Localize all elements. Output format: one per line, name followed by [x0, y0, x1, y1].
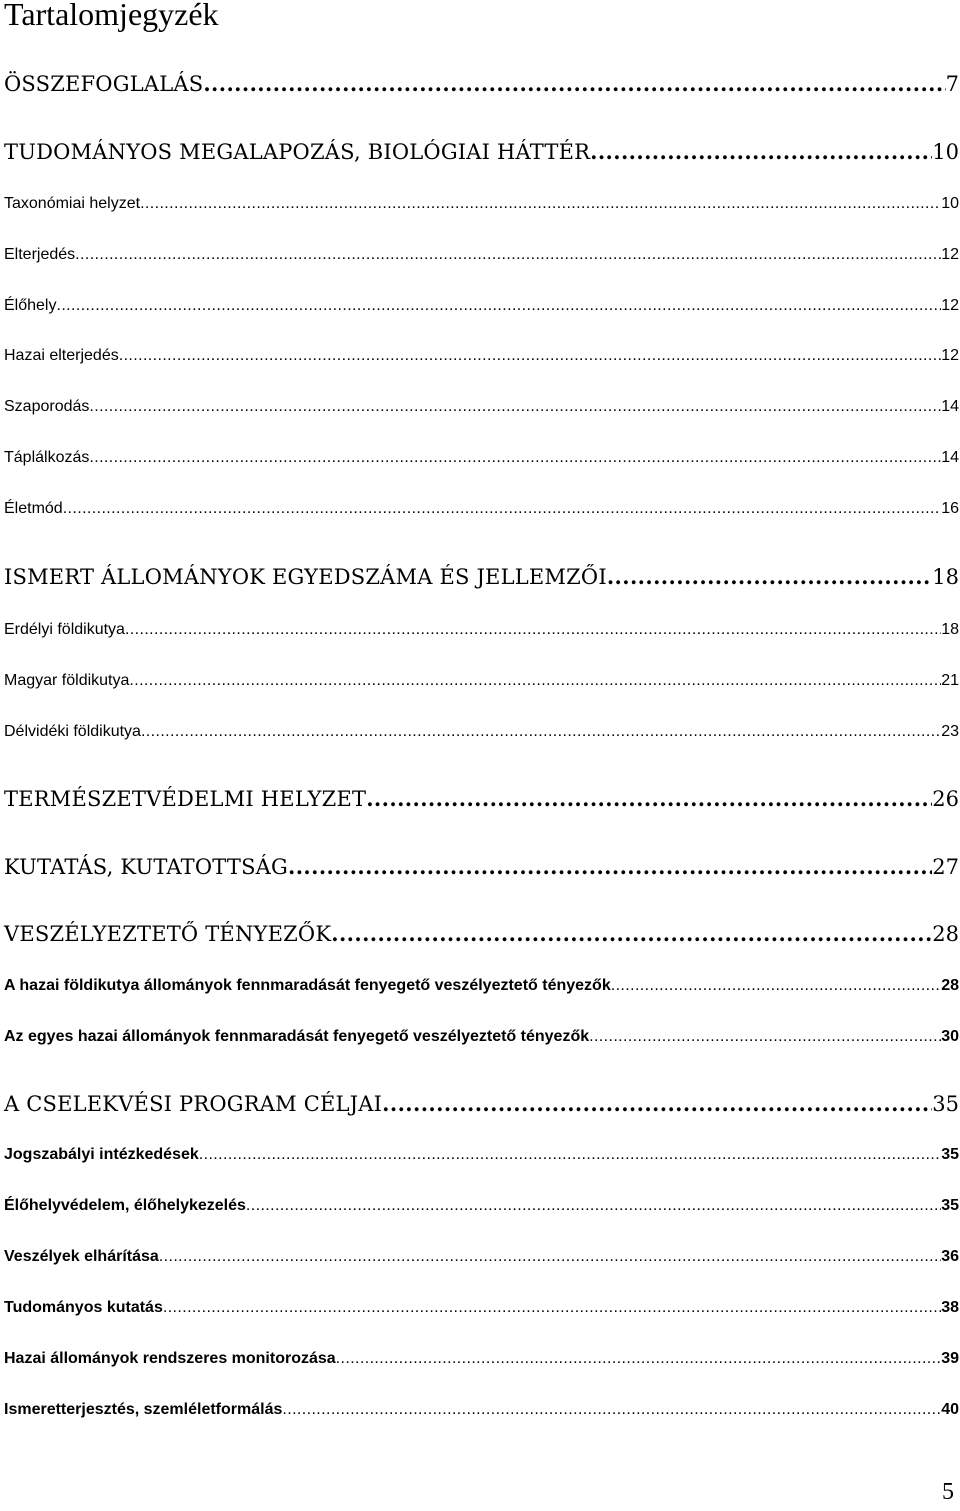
toc-entry-page: 36: [941, 1248, 959, 1265]
toc-leader-dots: [607, 563, 932, 591]
toc-entry-label: Elterjedés: [4, 246, 76, 263]
toc-leader-dots: [119, 345, 941, 367]
toc-entry-label: TERMÉSZETVÉDELMI HELYZET: [4, 787, 367, 811]
toc-entry-label: Élőhely: [4, 297, 57, 314]
toc-leader-dots: [89, 396, 941, 418]
toc-leader-dots: [203, 70, 945, 98]
toc-entry-ismeretterjesztes[interactable]: [4, 1399, 959, 1421]
toc-entry-page: 21: [941, 672, 959, 689]
toc-entry-page: 12: [941, 297, 959, 314]
toc-entry-label: Délvidéki földikutya: [4, 723, 141, 740]
toc-leader-dots: [140, 193, 941, 215]
toc-entry-label: ISMERT ÁLLOMÁNYOK EGYEDSZÁMA ÉS JELLEMZŐI: [4, 565, 607, 589]
toc-entry-page: 10: [932, 140, 959, 164]
toc-entry-taxonomiai-helyzet[interactable]: [4, 193, 959, 215]
toc-entry-label: Tudományos kutatás: [4, 1299, 163, 1316]
toc-entry-label: Hazai elterjedés: [4, 347, 119, 364]
toc-leader-dots: [75, 244, 941, 266]
toc-entry-page: 14: [941, 398, 959, 415]
toc-entry-page: 38: [941, 1299, 959, 1316]
toc-entry-label: A CSELEKVÉSI PROGRAM CÉLJAI: [4, 1092, 383, 1116]
toc-entry-allomanyok-monitorozasa[interactable]: [4, 1348, 959, 1370]
toc-entry-page: 27: [932, 855, 959, 879]
toc-entry-page: 12: [941, 347, 959, 364]
toc-entry-label: Az egyes hazai állományok fennmaradását fenyegető veszélyeztető tényezők: [4, 1028, 590, 1045]
toc-entry-page: 23: [941, 723, 959, 740]
toc-entry-page: 14: [941, 449, 959, 466]
toc-entry-kutatas-kutatottsag[interactable]: [4, 853, 959, 881]
toc-entry-veszelyek-elharitasa[interactable]: [4, 1246, 959, 1268]
toc-entry-label: Táplálkozás: [4, 449, 90, 466]
toc-leader-dots: [336, 1348, 942, 1370]
toc-entry-szaporodas[interactable]: [4, 396, 959, 418]
toc-leader-dots: [589, 1026, 941, 1048]
toc-leader-dots: [282, 1399, 941, 1421]
toc-entry-label: Ismeretterjesztés, szemléletformálás: [4, 1401, 283, 1418]
toc-entry-label: Magyar földikutya: [4, 672, 130, 689]
toc-entry-label: Erdélyi földikutya: [4, 621, 125, 638]
toc-entry-label: Veszélyek elhárítása: [4, 1248, 159, 1265]
toc-entry-page: 30: [941, 1028, 959, 1045]
toc-entry-label: A hazai földikutya állományok fennmaradását fenyegető veszélyeztető tényezők: [4, 977, 611, 994]
toc-entry-egyes-hazai-allomanyok[interactable]: [4, 1026, 959, 1048]
toc-entry-tudomanyos-kutatas[interactable]: [4, 1297, 959, 1319]
toc-entry-page: 39: [941, 1350, 959, 1367]
toc-entry-page: 18: [932, 565, 959, 589]
toc-entry-page: 28: [932, 922, 959, 946]
toc-leader-dots: [611, 975, 941, 997]
toc-entry-page: 40: [941, 1401, 959, 1418]
toc-entry-tudomanyos-megalapozas[interactable]: [4, 138, 959, 166]
toc-entry-label: KUTATÁS, KUTATOTTSÁG: [4, 855, 288, 879]
toc-entry-ismert-allomanyok[interactable]: [4, 563, 959, 591]
toc-leader-dots: [129, 670, 941, 692]
toc-entry-page: 35: [941, 1146, 959, 1163]
toc-entry-label: ÖSSZEFOGLALÁS: [4, 72, 204, 96]
toc-leader-dots: [246, 1195, 941, 1217]
toc-entry-eletmod[interactable]: [4, 498, 959, 520]
toc-entry-page: 35: [941, 1197, 959, 1214]
toc-entry-elohelyvedelem[interactable]: [4, 1195, 959, 1217]
toc-entry-taplalkozas[interactable]: [4, 447, 959, 469]
toc-leader-dots: [288, 853, 932, 881]
toc-leader-dots: [56, 295, 941, 317]
toc-leader-dots: [159, 1246, 941, 1268]
toc-entry-label: Élőhelyvédelem, élőhelykezelés: [4, 1197, 246, 1214]
toc-entry-page: 35: [932, 1092, 959, 1116]
toc-entry-label: Életmód: [4, 500, 63, 517]
toc-entry-page: 12: [941, 246, 959, 263]
toc-leader-dots: [141, 721, 941, 743]
toc-leader-dots: [590, 138, 932, 166]
toc-entry-termeszetvedelmi-helyzet[interactable]: [4, 785, 959, 813]
page-number: 5: [942, 1479, 954, 1505]
toc-entry-label: Hazai állományok rendszeres monitorozása: [4, 1350, 336, 1367]
toc-entry-cselekvesi-program-celjai[interactable]: [4, 1090, 959, 1118]
toc-entry-hazai-allomanyok-fenyegeto[interactable]: [4, 975, 959, 997]
toc-leader-dots: [366, 785, 932, 813]
toc-entry-page: 26: [932, 787, 959, 811]
toc-entry-page: 7: [945, 72, 959, 96]
page-title: Tartalomjegyzék: [4, 0, 219, 32]
toc-leader-dots: [63, 498, 942, 520]
toc-entry-page: 16: [941, 500, 959, 517]
toc-entry-label: Szaporodás: [4, 398, 90, 415]
toc-leader-dots: [331, 920, 932, 948]
toc-entry-erdelyi-foldikutya[interactable]: [4, 619, 959, 641]
toc-entry-elterjedes[interactable]: [4, 244, 959, 266]
toc-entry-label: VESZÉLYEZTETŐ TÉNYEZŐK: [4, 922, 332, 946]
toc-entry-osszefoglalas[interactable]: [4, 70, 959, 98]
toc-entry-veszelyezteto-tenyezok[interactable]: [4, 920, 959, 948]
toc-entry-label: Jogszabályi intézkedések: [4, 1146, 199, 1163]
toc-entry-jogszabalyi-intezkedesek[interactable]: [4, 1144, 959, 1166]
toc-entry-magyar-foldikutya[interactable]: [4, 670, 959, 692]
toc-leader-dots: [89, 447, 941, 469]
toc-entry-page: 10: [941, 195, 959, 212]
toc-entry-page: 18: [941, 621, 959, 638]
toc-entry-page: 28: [941, 977, 959, 994]
toc-entry-label: Taxonómiai helyzet: [4, 195, 141, 212]
toc-entry-label: TUDOMÁNYOS MEGALAPOZÁS, BIOLÓGIAI HÁTTÉR: [4, 140, 591, 164]
toc-leader-dots: [125, 619, 941, 641]
toc-entry-hazai-elterjedes[interactable]: [4, 345, 959, 367]
toc-leader-dots: [382, 1090, 932, 1118]
toc-leader-dots: [163, 1297, 941, 1319]
toc-leader-dots: [199, 1144, 941, 1166]
toc-entry-delvideki-foldikutya[interactable]: [4, 721, 959, 743]
toc-entry-elohely[interactable]: [4, 295, 959, 317]
